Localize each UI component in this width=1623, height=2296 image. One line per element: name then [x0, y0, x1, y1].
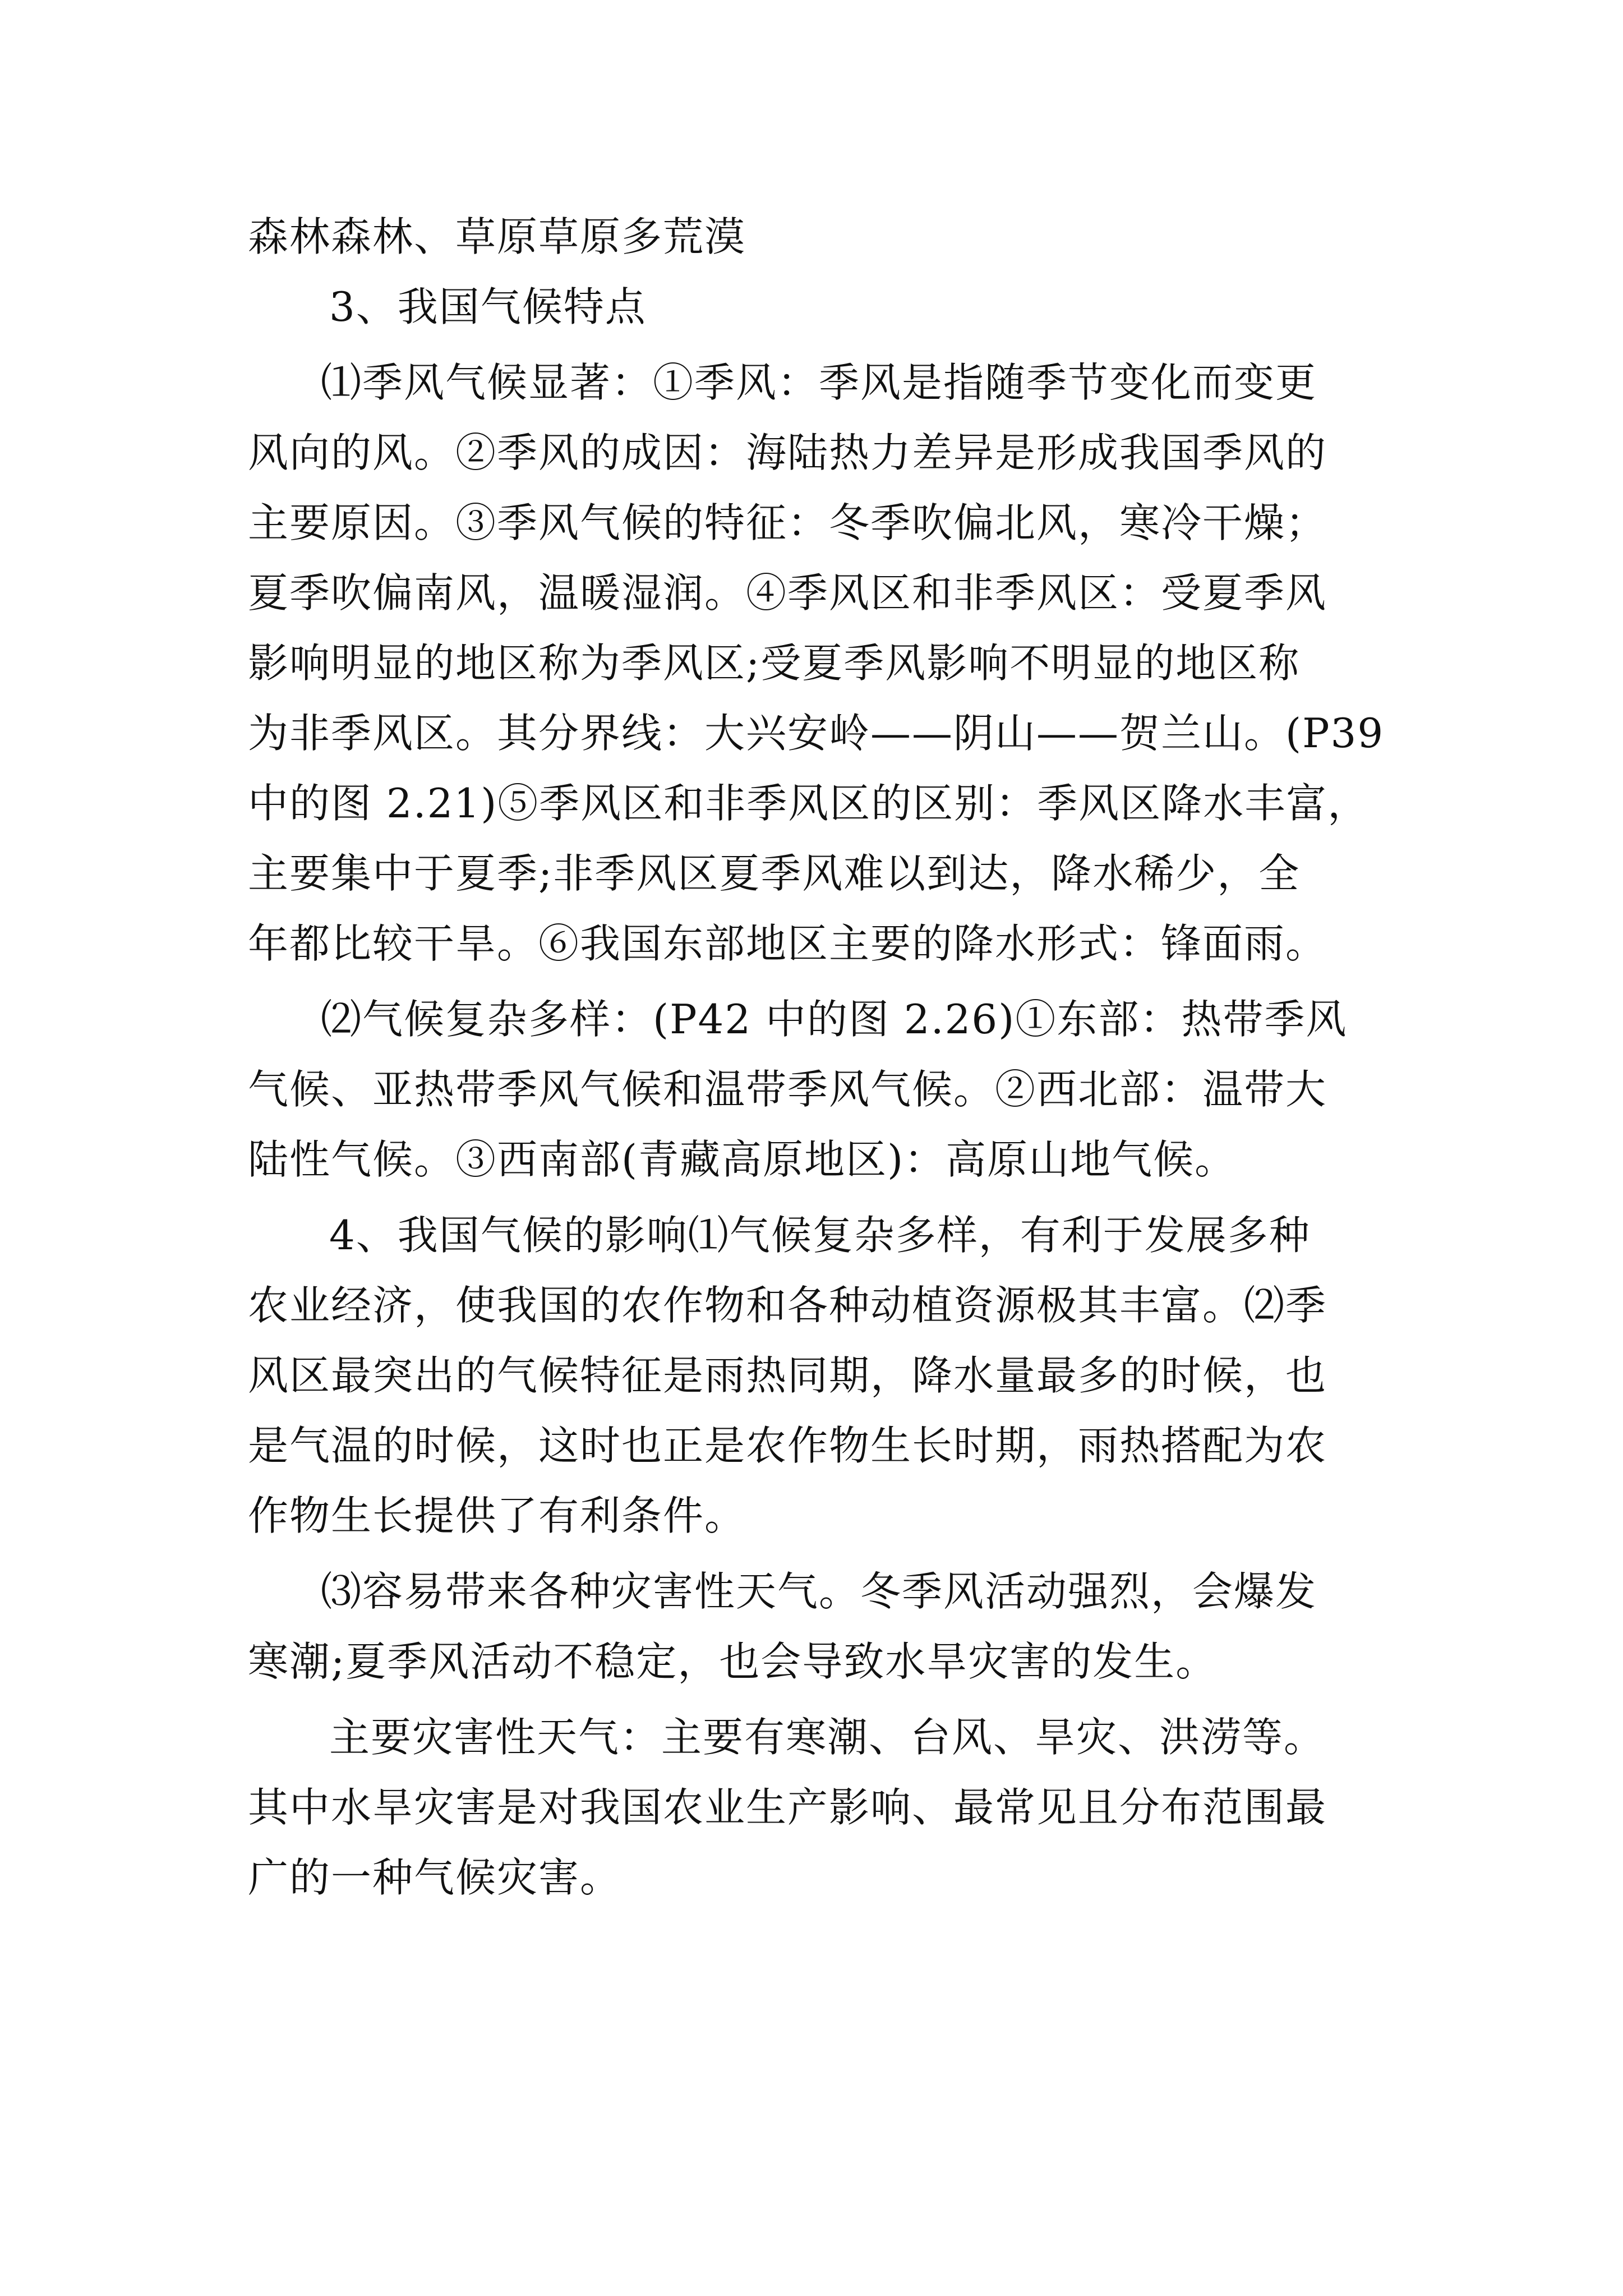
text-line: 主要集中于夏季;非季风区夏季风难以到达，降水稀少，全 — [248, 850, 1301, 897]
text-line: 为非季风区。其分界线：大兴安岭——阴山——贺兰山。(P39 — [248, 710, 1385, 757]
text-line: 森林森林、草原草原多荒漠 — [248, 213, 746, 260]
text-line: ⑶容易带来各种灾害性天气。冬季风活动强烈，会爆发 — [321, 1568, 1317, 1615]
text-line: 夏季吹偏南风，温暖湿润。④季风区和非季风区：受夏季风 — [248, 569, 1327, 616]
text-line: 寒潮;夏季风活动不稳定，也会导致水旱灾害的发生。 — [248, 1638, 1218, 1685]
text-line: 广的一种气候灾害。 — [248, 1854, 622, 1901]
section-heading-4: 4、我国气候的影响⑴气候复杂多样，有利于发展多种 — [329, 1212, 1311, 1259]
text-line: 年都比较干旱。⑥我国东部地区主要的降水形式：锋面雨。 — [248, 920, 1327, 967]
text-line: 中的图 2.21)⑤季风区和非季风区的区别：季风区降水丰富， — [248, 780, 1370, 827]
text-line: 主要灾害性天气：主要有寒潮、台风、旱灾、洪涝等。 — [329, 1714, 1326, 1761]
text-line: 作物生长提供了有利条件。 — [248, 1492, 746, 1539]
text-line: ⑵气候复杂多样：(P42 中的图 2.26)①东部：热带季风 — [321, 996, 1348, 1043]
text-line: 气候、亚热带季风气候和温带季风气候。②西北部：温带大 — [248, 1066, 1327, 1113]
text-line: 其中水旱灾害是对我国农业生产影响、最常见且分布范围最 — [248, 1784, 1327, 1831]
text-line: 主要原因。③季风气候的特征：冬季吹偏北风，寒冷干燥； — [248, 499, 1327, 546]
text-line: ⑴季风气候显著：①季风：季风是指随季节变化而变更 — [321, 359, 1317, 406]
text-line: 是气温的时候，这时也正是农作物生长时期，雨热搭配为农 — [248, 1422, 1327, 1469]
text-line: 影响明显的地区称为季风区;受夏季风影响不明显的地区称 — [248, 639, 1301, 687]
text-line: 风向的风。②季风的成因：海陆热力差异是形成我国季风的 — [248, 429, 1327, 476]
section-heading-3: 3、我国气候特点 — [329, 283, 647, 330]
body-text — [248, 202, 1386, 1913]
text-line: 农业经济，使我国的农作物和各种动植资源极其丰富。⑵季 — [248, 1282, 1327, 1329]
text-line: 风区最突出的气候特征是雨热同期，降水量最多的时候，也 — [248, 1352, 1327, 1399]
text-line: 陆性气候。③西南部(青藏高原地区)：高原山地气候。 — [248, 1136, 1237, 1183]
